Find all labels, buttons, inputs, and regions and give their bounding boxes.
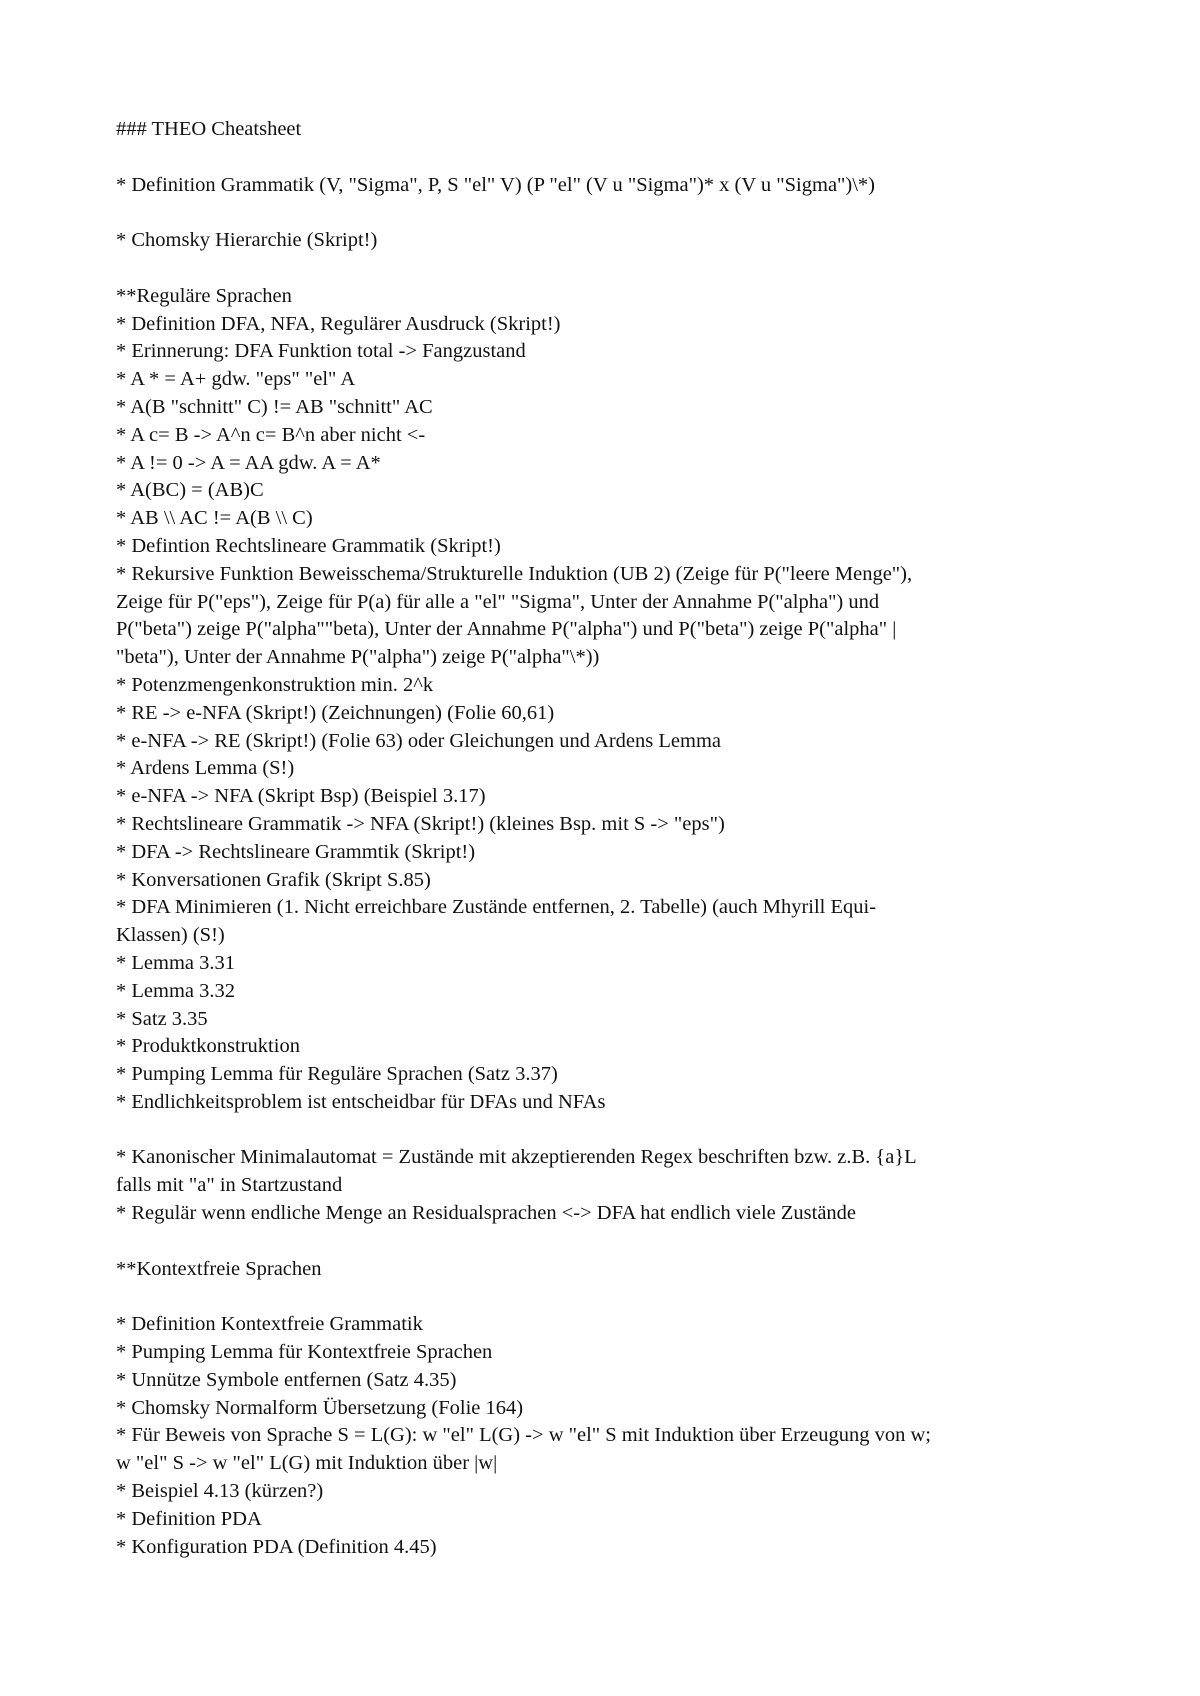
chomsky-hierarchy-line: * Chomsky Hierarchie (Skript!) bbox=[116, 229, 378, 252]
spacer bbox=[116, 1283, 1116, 1311]
list-item: * Konfiguration PDA (Definition 4.45) bbox=[116, 1535, 437, 1558]
section-heading-context-free: **Kontextfreie Sprachen bbox=[116, 1257, 322, 1280]
list-item: * Pumping Lemma für Kontextfreie Sprachen bbox=[116, 1341, 493, 1364]
section-heading-regular: **Reguläre Sprachen bbox=[116, 284, 292, 307]
list-item: * Definition PDA bbox=[116, 1507, 262, 1530]
list-item: * Lemma 3.31 bbox=[116, 951, 235, 974]
list-item: * A(B "schnitt" C) != AB "schnitt" AC bbox=[116, 395, 433, 418]
list-item: * Pumping Lemma für Reguläre Sprachen (Satz 3.37) bbox=[116, 1063, 558, 1086]
list-item: * Rekursive Funktion Beweisschema/Strukturelle Induktion (UB 2) (Zeige für P("leere Menge"), bbox=[116, 562, 913, 585]
regular-languages-section bbox=[116, 283, 1116, 1228]
list-item: * RE -> e-NFA (Skript!) (Zeichnungen) (Folie 60,61) bbox=[116, 701, 555, 724]
list-item-continuation: Zeige für P("eps"), Zeige für P(a) für alle a "el" "Sigma", Unter der Annahme P("alpha") und bbox=[116, 590, 880, 613]
context-free-languages-section bbox=[116, 1256, 1116, 1562]
document-title: ### THEO Cheatsheet bbox=[116, 118, 302, 140]
list-item: * Satz 3.35 bbox=[116, 1007, 208, 1030]
list-item: * e-NFA -> RE (Skript!) (Folie 63) oder Gleichungen und Ardens Lemma bbox=[116, 729, 721, 752]
list-item: * e-NFA -> NFA (Skript Bsp) (Beispiel 3.17) bbox=[116, 785, 486, 808]
list-item: * Produktkonstruktion bbox=[116, 1035, 300, 1058]
list-item-continuation: falls mit "a" in Startzustand bbox=[116, 1174, 343, 1197]
list-item: * Definition Kontextfreie Grammatik bbox=[116, 1313, 423, 1336]
list-item: * Kanonischer Minimalautomat = Zustände mit akzeptierenden Regex beschriften bzw. z.B. {a}L bbox=[116, 1146, 917, 1169]
list-item: * Chomsky Normalform Übersetzung (Folie 164) bbox=[116, 1396, 524, 1419]
list-item: * Unnütze Symbole entfernen (Satz 4.35) bbox=[116, 1368, 457, 1391]
spacer bbox=[116, 1117, 1116, 1145]
list-item: * A(BC) = (AB)C bbox=[116, 479, 264, 502]
list-item: * Definition DFA, NFA, Regulärer Ausdruck (Skript!) bbox=[116, 312, 561, 335]
list-item: * Konversationen Grafik (Skript S.85) bbox=[116, 868, 431, 891]
list-item-continuation: P("beta") zeige P("alpha""beta), Unter der Annahme P("alpha") und P("beta") zeige P("alpha" | bbox=[116, 618, 897, 641]
list-item: * Ardens Lemma (S!) bbox=[116, 757, 295, 780]
list-item: * Erinnerung: DFA Funktion total -> Fangzustand bbox=[116, 340, 526, 363]
list-item-continuation: "beta"), Unter der Annahme P("alpha") zeige P("alpha"\*)) bbox=[116, 646, 600, 669]
list-item: * Lemma 3.32 bbox=[116, 979, 235, 1002]
spacer bbox=[116, 255, 1116, 283]
list-item-continuation: Klassen) (S!) bbox=[116, 924, 225, 947]
list-item: * A != 0 -> A = AA gdw. A = A* bbox=[116, 451, 381, 474]
list-item: * DFA -> Rechtslineare Grammtik (Skript!) bbox=[116, 840, 476, 863]
list-item: * DFA Minimieren (1. Nicht erreichbare Zustände entfernen, 2. Tabelle) (auch Mhyrill Equi- bbox=[116, 896, 877, 919]
spacer bbox=[116, 144, 1116, 172]
list-item-continuation: w "el" S -> w "el" L(G) mit Induktion über |w| bbox=[116, 1452, 498, 1475]
list-item: * A c= B -> A^n c= B^n aber nicht <- bbox=[116, 423, 426, 446]
list-item: * Rechtslineare Grammatik -> NFA (Skript!) (kleines Bsp. mit S -> "eps") bbox=[116, 812, 725, 835]
list-item: * Defintion Rechtslineare Grammatik (Skript!) bbox=[116, 534, 501, 557]
spacer bbox=[116, 199, 1116, 227]
list-item: * Potenzmengenkonstruktion min. 2^k bbox=[116, 673, 434, 696]
list-item: * Beispiel 4.13 (kürzen?) bbox=[116, 1480, 324, 1503]
list-item: * Für Beweis von Sprache S = L(G): w "el" L(G) -> w "el" S mit Induktion über Erzeugung von w; bbox=[116, 1424, 931, 1447]
document-page bbox=[116, 116, 1116, 1561]
list-item: * A * = A+ gdw. "eps" "el" A bbox=[116, 368, 356, 391]
grammar-definition-line: * Definition Grammatik (V, "Sigma", P, S "el" V) (P "el" (V u "Sigma")* x (V u "Sigma")\*) bbox=[116, 173, 876, 196]
list-item: * Regulär wenn endliche Menge an Residualsprachen <-> DFA hat endlich viele Zustände bbox=[116, 1202, 857, 1225]
spacer bbox=[116, 1228, 1116, 1256]
list-item: * Endlichkeitsproblem ist entscheidbar für DFAs und NFAs bbox=[116, 1090, 606, 1113]
list-item: * AB \\ AC != A(B \\ C) bbox=[116, 507, 313, 530]
